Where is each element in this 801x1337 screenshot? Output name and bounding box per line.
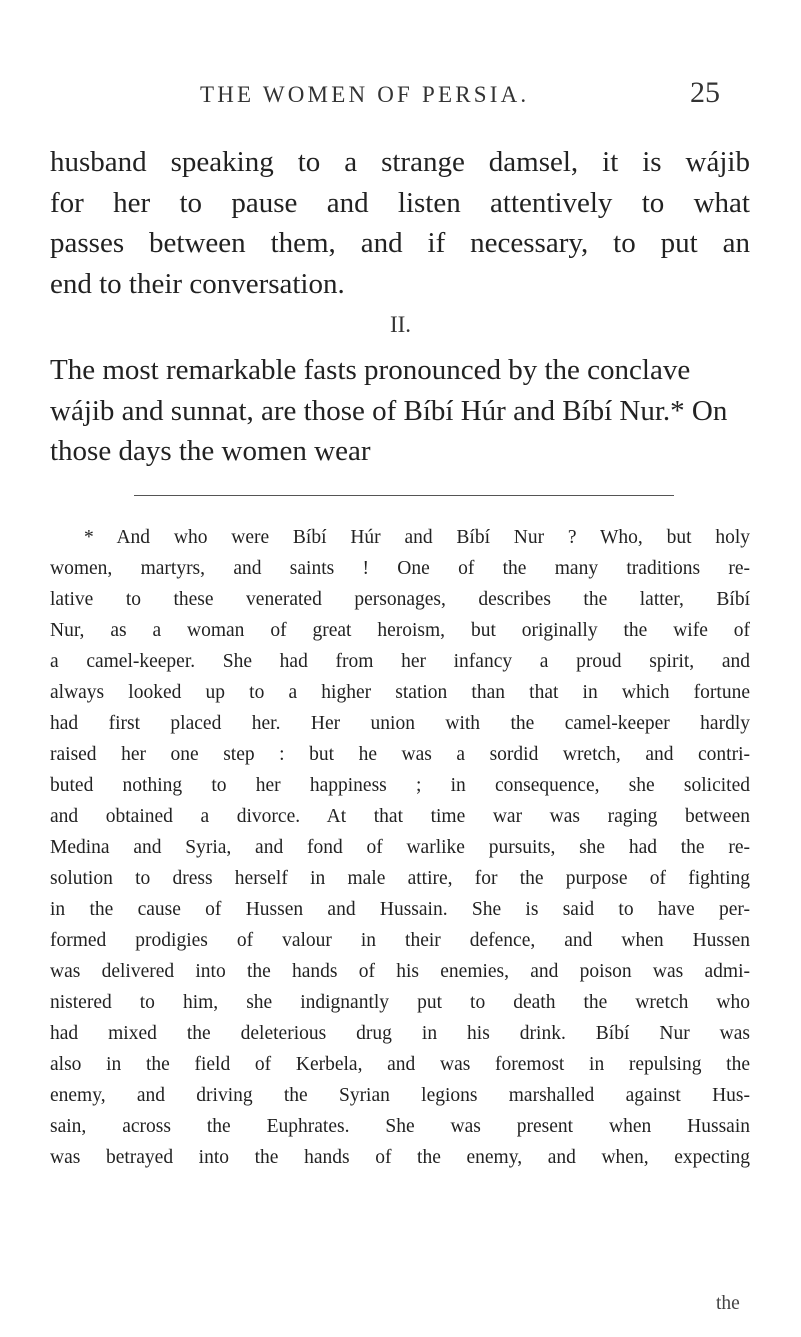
footnote-line: women, martyrs, and saints ! One of the many traditions re-	[50, 558, 750, 579]
footnote-line: had mixed the deleterious drug in his drink. Bíbí Nur was	[50, 1023, 750, 1044]
footnote	[50, 522, 750, 1173]
running-title: THE WOMEN OF PERSIA.	[200, 82, 530, 107]
body-paragraph-2	[50, 350, 750, 472]
footnote-line: raised her one step : but he was a sordid wretch, and contri-	[50, 744, 750, 765]
footnote-line: buted nothing to her happiness ; in consequence, she solicited	[50, 775, 750, 796]
footnote-line: always looked up to a higher station than that in which fortune	[50, 682, 750, 703]
body-line: for her to pause and listen attentively to what	[50, 186, 750, 219]
footnote-line: and obtained a divorce. At that time war was raging between	[50, 806, 750, 827]
body-line: passes between them, and if necessary, to put an	[50, 227, 750, 259]
footnote-line: in the cause of Hussen and Hussain. She is said to have per-	[50, 899, 750, 920]
footnote-line: a camel-keeper. She had from her infancy a proud spirit, and	[50, 651, 750, 672]
body-line: The most remarkable fasts pronounced by the	[50, 354, 580, 386]
catchword: the	[716, 1293, 740, 1314]
footnote-line: sain, across the Euphrates. She was present when Hussain	[50, 1116, 750, 1137]
footnote-line: formed prodigies of valour in their defence, and when Hussen	[50, 930, 750, 951]
footnote-line: * And who were Bíbí Húr and Bíbí Nur ? Who, but holy	[84, 527, 750, 548]
body-line: and Bíbí Nur.* On those days the women wear	[50, 394, 728, 467]
footnote-line: nistered to him, she indignantly put to death the wretch who	[50, 992, 750, 1013]
body-line: husband speaking to a strange damsel, it is wájib	[50, 146, 750, 178]
footnote-line: had first placed her. Her union with the camel-keeper hardly	[50, 713, 750, 734]
body-line: end to their conversation.	[50, 267, 345, 300]
page-header	[0, 76, 801, 122]
footnote-line: Medina and Syria, and fond of warlike pursuits, she had the re-	[50, 837, 750, 858]
footnote-line: lative to these venerated personages, describes the latter, Bíbí	[50, 589, 750, 610]
body-line: conclave wájib and sunnat, are those of Bíbí Húr	[50, 354, 691, 427]
footnote-line: Nur, as a woman of great heroism, but originally the wife of	[50, 620, 750, 641]
footnote-line: was betrayed into the hands of the enemy, and when, expecting	[50, 1147, 750, 1168]
section-number: II.	[389, 312, 412, 337]
footnote-rule	[134, 495, 674, 496]
page-number: 25	[690, 76, 720, 109]
footnote-line: enemy, and driving the Syrian legions marshalled against Hus-	[50, 1085, 750, 1106]
footnote-line: was delivered into the hands of his enemies, and poison was admi-	[50, 961, 750, 982]
footnote-line: solution to dress herself in male attire, for the purpose of fighting	[50, 868, 750, 889]
body-paragraph	[50, 142, 750, 304]
footnote-line: also in the field of Kerbela, and was foremost in repulsing the	[50, 1054, 750, 1075]
